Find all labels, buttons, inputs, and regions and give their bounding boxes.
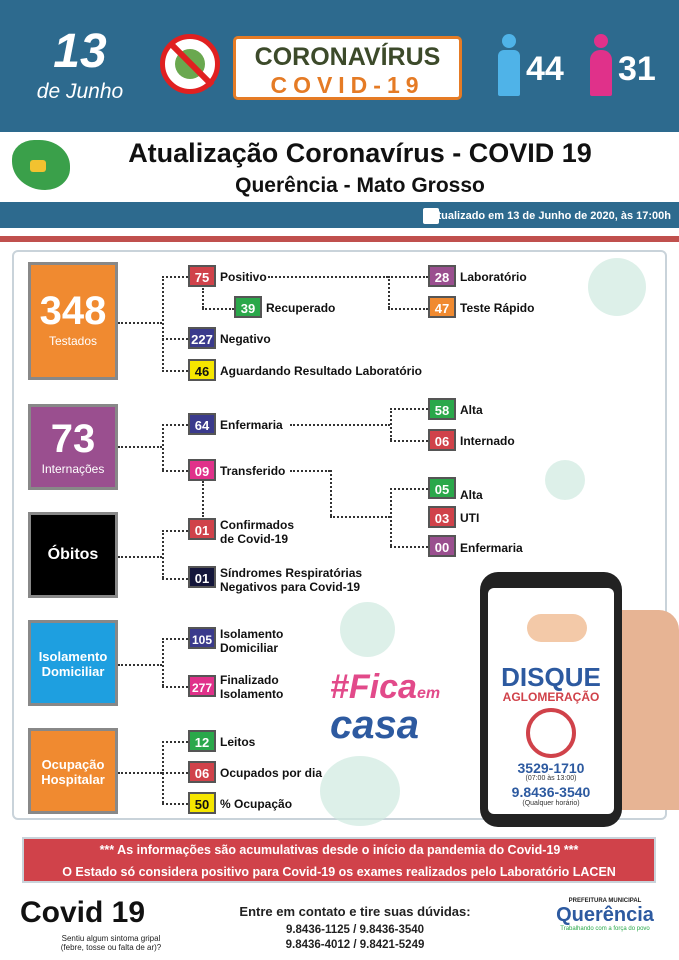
connector xyxy=(202,288,204,308)
virus-icon xyxy=(588,258,646,316)
logo-line2: COVID-19 xyxy=(270,72,425,98)
no-virus-icon xyxy=(160,34,220,94)
connector xyxy=(118,556,162,558)
transf-alta-label: Alta xyxy=(460,488,483,502)
isolamento-ativo-label-2: Domiciliar xyxy=(220,641,279,655)
transf-uti-label: UTI xyxy=(460,511,480,525)
phone-tel1: 3529-1710 xyxy=(517,760,585,776)
notice-banner xyxy=(22,837,656,883)
confirmados-label-1: Confirmados xyxy=(220,518,295,532)
crowd-icon xyxy=(526,708,576,758)
negativo-value: 227 xyxy=(188,327,216,349)
connector xyxy=(202,308,234,310)
internacoes-value: 73 xyxy=(50,417,96,461)
connector xyxy=(162,530,164,578)
transf-enfermaria-label: Enfermaria xyxy=(460,541,523,555)
prefeitura-top: PREFEITURA MUNICIPAL xyxy=(568,898,642,904)
connector xyxy=(162,370,188,372)
ocupacao-box xyxy=(28,728,118,814)
laboratorio-value: 28 xyxy=(428,265,456,287)
virus-icon xyxy=(340,602,395,657)
notice-line1: *** As informações são acumulativas desde o início da pandemia do Covid-19 *** xyxy=(99,843,579,857)
connector xyxy=(162,530,188,532)
aguardando-label: Aguardando Resultado Laboratório xyxy=(220,364,423,378)
date-month: de Junho xyxy=(36,80,124,103)
confirmados-label-2: de Covid-19 xyxy=(220,532,289,546)
internacoes-box xyxy=(28,404,118,490)
connector xyxy=(162,803,188,805)
isolamento-finalizado-label-2: Isolamento xyxy=(220,687,284,701)
connector xyxy=(162,741,188,743)
isolamento-label-2: Domiciliar xyxy=(41,664,105,679)
prefeitura-slogan: Trabalhando com a força do povo xyxy=(560,926,650,932)
isolamento-ativo-value: 105 xyxy=(188,627,216,649)
virus-icon xyxy=(545,460,585,500)
connector xyxy=(162,470,188,472)
ocupacao-percent-label: % Ocupação xyxy=(220,797,293,811)
symptoms-line1: Sentiu algum sintoma gripal xyxy=(61,934,161,943)
transferido-label: Transferido xyxy=(220,464,286,478)
srag-label xyxy=(220,566,362,594)
female-count: 31 xyxy=(618,50,656,88)
connector xyxy=(202,481,204,517)
connector xyxy=(162,338,188,340)
alta-label: Alta xyxy=(460,403,483,417)
aguardando-value: 46 xyxy=(188,359,216,381)
testados-value: 348 xyxy=(39,289,107,333)
laboratorio-label: Laboratório xyxy=(460,270,527,284)
female-icon xyxy=(590,34,612,96)
connector xyxy=(390,440,428,442)
alta-value: 58 xyxy=(428,398,456,420)
isolamento-ativo-label-1: Isolamento xyxy=(220,627,284,641)
symptoms-line2: (febre, tosse ou falta de ar)? xyxy=(60,943,162,952)
recuperado-value: 39 xyxy=(234,296,262,318)
transferido-value: 09 xyxy=(188,459,216,481)
teste-rapido-value: 47 xyxy=(428,296,456,318)
transf-alta-value: 05 xyxy=(428,477,456,499)
connector xyxy=(162,276,188,278)
aglomeracao-text: AGLOMERAÇÃO xyxy=(502,690,600,704)
connector xyxy=(118,322,162,324)
enfermaria-label: Enfermaria xyxy=(220,418,283,432)
connector xyxy=(162,638,188,640)
testados-label: Testados xyxy=(48,334,98,348)
srag-label-1: Síndromes Respiratórias xyxy=(220,566,363,580)
isolamento-box xyxy=(28,620,118,706)
operators-icon xyxy=(527,614,587,642)
recuperado-label: Recuperado xyxy=(266,301,336,315)
male-count: 44 xyxy=(526,50,564,88)
connector xyxy=(162,772,188,774)
isolamento-label-1: Isolamento xyxy=(38,649,108,664)
connector xyxy=(390,408,392,440)
page-subtitle: Querência - Mato Grosso xyxy=(235,174,485,197)
srag-label-2: Negativos para Covid-19 xyxy=(220,580,361,594)
ocupados-label: Ocupados por dia xyxy=(220,766,323,780)
update-bar xyxy=(0,202,679,232)
em-text: em xyxy=(416,685,441,702)
phone-tel2: 9.8436-3540 xyxy=(511,784,591,800)
leitos-label: Leitos xyxy=(220,735,256,749)
obitos-label: Óbitos xyxy=(47,546,99,563)
notice-line2: O Estado só considera positivo para Covid-19 os exames realizados pelo Laboratório LACEN xyxy=(62,865,616,879)
contact-title: Entre em contato e tire suas dúvidas: xyxy=(239,904,471,919)
connector xyxy=(390,408,428,410)
update-text: Atualizado em 13 de Junho de 2020, às 17:00h xyxy=(429,210,671,222)
internado-label: Internado xyxy=(460,434,515,448)
internacoes-label: Internações xyxy=(41,462,105,476)
divider xyxy=(0,236,679,242)
negativo-label: Negativo xyxy=(220,332,271,346)
connector xyxy=(162,276,164,372)
ocupacao-label-1: Ocupação xyxy=(41,757,105,772)
casa-text: casa xyxy=(330,703,419,747)
page-title: Atualização Coronavírus - COVID 19 xyxy=(128,138,592,168)
connector xyxy=(388,276,390,308)
positivo-label: Positivo xyxy=(220,270,267,284)
ocupacao-percent-value: 50 xyxy=(188,792,216,814)
symptoms-text xyxy=(36,934,186,952)
transf-enfermaria-value: 00 xyxy=(428,535,456,557)
ocupados-value: 06 xyxy=(188,761,216,783)
positivo-value: 75 xyxy=(188,265,216,287)
connector xyxy=(330,470,332,516)
connector xyxy=(162,424,164,470)
disque-text: DISQUE xyxy=(501,662,601,692)
connector xyxy=(162,686,188,688)
connector xyxy=(390,546,428,548)
internado-value: 06 xyxy=(428,429,456,451)
connector xyxy=(390,488,428,490)
connector xyxy=(162,424,188,426)
virus-icon xyxy=(320,756,400,826)
isolamento-ativo-label xyxy=(220,627,283,655)
isolamento-finalizado-value: 277 xyxy=(188,675,216,697)
date-day: 13 xyxy=(53,25,107,78)
confirmados-label xyxy=(220,518,294,546)
prefeitura-logo xyxy=(540,898,670,932)
phone-tel1-hours: (07:00 às 13:00) xyxy=(525,775,577,782)
phone-tel2-hours: (Qualquer horário) xyxy=(522,800,580,807)
connector xyxy=(162,578,188,580)
leitos-value: 12 xyxy=(188,730,216,752)
enfermaria-value: 64 xyxy=(188,413,216,435)
connector xyxy=(388,276,428,278)
connector xyxy=(162,638,164,686)
testados-box xyxy=(28,262,118,380)
connector xyxy=(118,446,162,448)
male-icon xyxy=(498,34,520,96)
fica-em-casa-logo xyxy=(330,668,450,747)
connector xyxy=(268,276,388,278)
coronavirus-logo xyxy=(233,36,462,100)
obitos-box xyxy=(28,512,118,598)
connector xyxy=(118,772,162,774)
connector xyxy=(388,308,428,310)
transf-uti-value: 03 xyxy=(428,506,456,528)
logo-line1: CORONAVÍRUS xyxy=(254,43,441,71)
covid19-footer-title: Covid 19 xyxy=(20,896,146,929)
connector xyxy=(118,664,162,666)
connector xyxy=(330,516,390,518)
prefeitura-name: Querência xyxy=(556,904,654,926)
contact-block xyxy=(205,904,505,953)
connector xyxy=(390,488,392,546)
teste-rapido-label: Teste Rápido xyxy=(460,301,535,315)
isolamento-finalizado-label xyxy=(220,673,283,701)
srag-value: 01 xyxy=(188,566,216,588)
connector xyxy=(290,424,390,426)
confirmados-value: 01 xyxy=(188,518,216,540)
contact-phones-1: 9.8436-1125 / 9.8436-3540 xyxy=(285,924,425,936)
contact-phones-2: 9.8436-4012 / 9.8421-5249 xyxy=(285,939,425,951)
ocupacao-label-2: Hospitalar xyxy=(41,772,105,787)
fica-text: #Fica xyxy=(330,668,417,706)
isolamento-finalizado-label-1: Finalizado xyxy=(220,673,279,687)
connector xyxy=(290,470,330,472)
